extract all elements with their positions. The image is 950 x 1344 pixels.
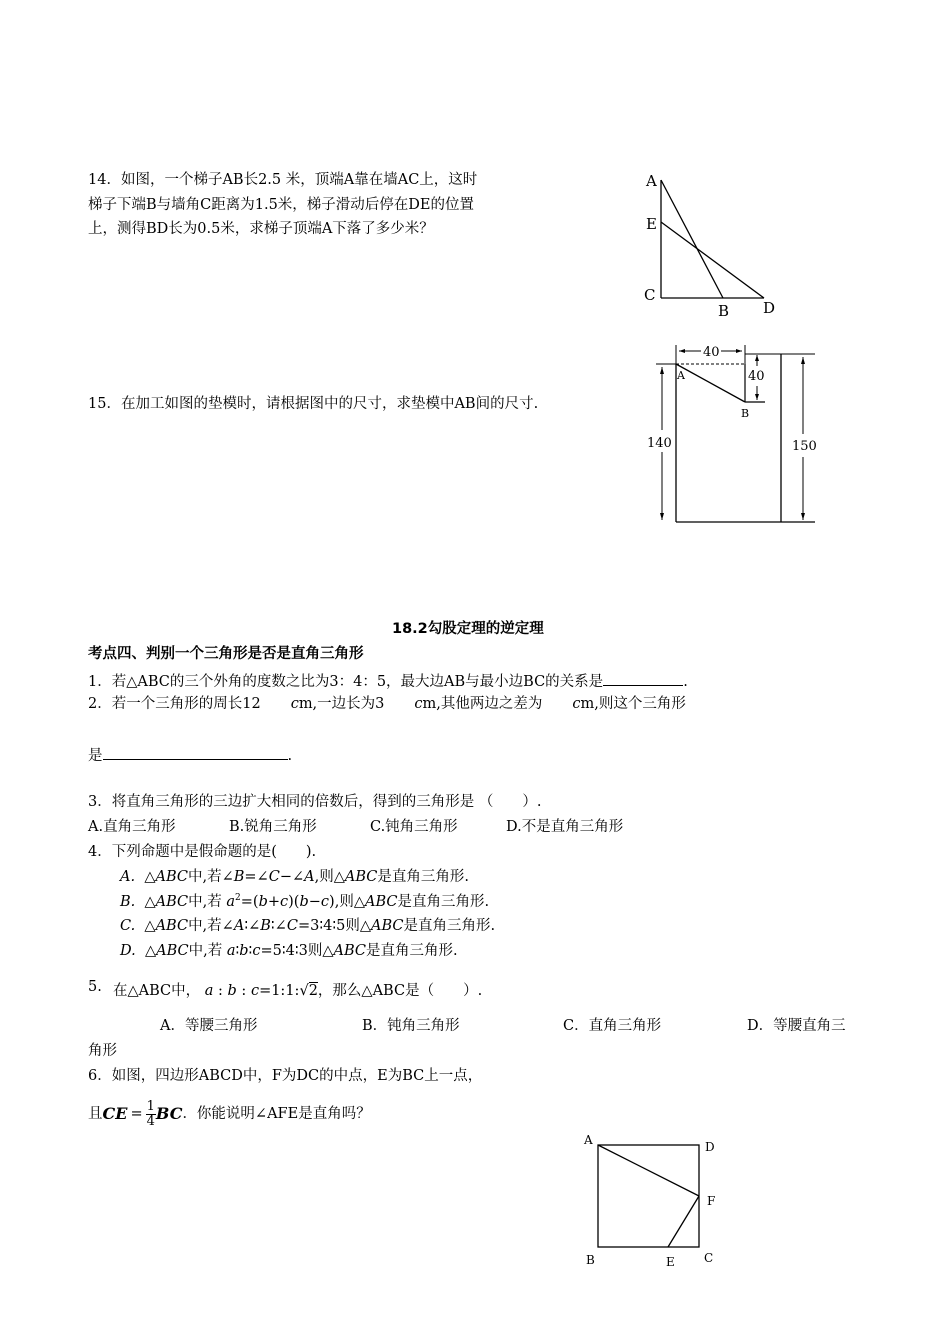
- t: A: [233, 918, 245, 934]
- p2-blank[interactable]: [103, 747, 288, 760]
- t: ABC: [156, 943, 189, 959]
- sqrt-val: 2: [308, 983, 318, 999]
- p6-line2: [88, 1100, 371, 1128]
- ratio-eq: =1:1:: [259, 983, 300, 999]
- t: B: [233, 869, 245, 885]
- p5-opt-b: B．钝角三角形: [362, 1018, 460, 1034]
- ratio-c: c: [250, 983, 260, 999]
- q15-text: 15．在加工如图的垫模时，请根据图中的尺寸，求垫模中AB间的尺寸.: [88, 396, 539, 412]
- p2-line2: [88, 747, 292, 764]
- p5-wrap: 角形: [88, 1043, 117, 1059]
- t: ,则△: [314, 869, 345, 885]
- t: b: [299, 893, 309, 910]
- t: c: [252, 943, 261, 959]
- t: △: [144, 869, 156, 885]
- p5-opt-c: C．直角三角形: [563, 1018, 662, 1034]
- p6-eq: =: [130, 1105, 143, 1122]
- t: ABC: [344, 869, 378, 885]
- label-E: E: [646, 215, 657, 233]
- t: =3∶4∶5则△: [297, 918, 371, 934]
- p3-text: 3．将直角三角形的三边扩大相同的倍数后，得到的三角形是 （ ）.: [88, 794, 542, 810]
- p5-b: ，那么△ABC是（ ）.: [317, 983, 483, 999]
- t: ABC: [333, 943, 366, 959]
- t: △: [144, 918, 156, 934]
- p4-opt-c: [120, 919, 495, 934]
- t: ∶∠: [244, 918, 261, 934]
- mold-figure: [645, 342, 825, 527]
- t: 中,若∠: [188, 918, 234, 934]
- t: b: [258, 893, 268, 910]
- t: C: [286, 918, 298, 934]
- p1-end: .: [683, 674, 688, 690]
- t: 2: [235, 893, 241, 903]
- p5-num: 5.: [88, 979, 102, 995]
- q14-line2: 梯子下端B与墙角C距离为1.5米，梯子滑动后停在DE的位置: [88, 197, 475, 213]
- sq-label-F: F: [707, 1194, 716, 1208]
- t: c: [280, 893, 289, 910]
- t: =∠: [244, 869, 269, 885]
- t: ∶: [248, 943, 253, 959]
- t: −∠: [279, 869, 305, 885]
- t: b: [239, 943, 249, 959]
- p3-opt-b: B.锐角三角形: [229, 819, 317, 835]
- p5-opt-d: D．等腰直角三: [747, 1018, 846, 1034]
- sq-label-E: E: [666, 1255, 675, 1269]
- t: ABC: [155, 893, 189, 910]
- lbl: A.: [120, 869, 136, 885]
- lbl: D.: [120, 943, 136, 959]
- section-title: 18.2勾股定理的逆定理: [392, 621, 544, 637]
- t: c: [320, 893, 330, 910]
- sq-label-B: B: [586, 1253, 595, 1267]
- t: 中,若: [188, 943, 227, 959]
- t: +: [267, 893, 281, 910]
- t: ABC: [364, 893, 398, 910]
- p6-post: ．你能说明∠AFE是直角吗？: [182, 1105, 371, 1122]
- label-C: C: [644, 286, 656, 304]
- p1: [88, 673, 688, 690]
- p6-frac: [146, 1100, 156, 1128]
- p3-opt-d: D.不是直角三角形: [506, 819, 624, 835]
- t: 是直角三角形.: [397, 893, 490, 910]
- p4-opt-d: [120, 944, 458, 959]
- p3-opt-a: A.直角三角形: [88, 819, 176, 835]
- p2-b: m,一边长为3: [298, 696, 385, 712]
- t: ∶∠: [270, 918, 287, 934]
- sqrt-icon: √: [299, 983, 309, 999]
- p2-a: 2．若一个三角形的周长12: [88, 696, 261, 712]
- p6-pre: 且: [88, 1105, 103, 1122]
- q14-line1: 14．如图，一个梯子AB长2.5 米，顶端A靠在墙AC上，这时: [88, 172, 478, 188]
- frac-num: 1: [146, 1099, 155, 1114]
- t: −: [308, 893, 321, 910]
- p1-text: 1．若△ABC的三个外角的度数之比为3：4：5，最大边AB与最小边BC的关系是: [88, 674, 604, 690]
- label-B: B: [718, 302, 730, 320]
- t: =(: [240, 893, 259, 910]
- t: 是直角三角形.: [365, 943, 458, 959]
- ratio-a: a: [204, 983, 214, 999]
- p2-u2: c: [414, 696, 423, 712]
- t: △: [144, 893, 156, 910]
- label-A-mold: A: [677, 369, 685, 382]
- p4-text: 4．下列命题中是假命题的是( ).: [88, 844, 317, 860]
- t: △: [144, 943, 157, 959]
- dim-right: 150: [792, 439, 817, 454]
- t: 中,若: [188, 893, 227, 910]
- t: ABC: [370, 918, 404, 934]
- label-A: A: [646, 172, 657, 190]
- dim-right-small: 40: [748, 369, 765, 384]
- t: 是直角三角形.: [403, 918, 496, 934]
- t: )(: [288, 893, 300, 910]
- p5-opt-a: A．等腰三角形: [160, 1018, 258, 1034]
- p2: [88, 697, 686, 712]
- ratio-b: b: [227, 983, 237, 999]
- p6-line1: 6．如图，四边形ABCD中，F为DC的中点，E为BC上一点，: [88, 1068, 483, 1084]
- p5-a: 在△ABC中，: [113, 983, 201, 999]
- dim-left: 140: [647, 436, 672, 451]
- t: a: [226, 893, 236, 910]
- p2-is: 是: [88, 748, 103, 764]
- t: ABC: [155, 869, 188, 885]
- frac-den: 4: [146, 1113, 155, 1129]
- p6-bc: BC: [155, 1104, 183, 1124]
- p2-u1: c: [290, 696, 299, 712]
- label-D: D: [763, 299, 776, 317]
- t: 中,若∠: [187, 869, 234, 885]
- p6-ce: CE: [102, 1104, 128, 1124]
- dim-top: 40: [703, 345, 720, 360]
- p4-opt-a: [120, 870, 469, 885]
- ladder-figure: [640, 170, 780, 320]
- sq-label-C: C: [704, 1251, 714, 1265]
- p2-end: .: [287, 748, 293, 764]
- p1-blank[interactable]: [603, 673, 683, 686]
- p3-opt-c: C.钝角三角形: [370, 819, 458, 835]
- label-B-mold: B: [741, 407, 750, 420]
- t: ∶: [235, 943, 240, 959]
- lbl: B.: [120, 893, 136, 910]
- t: ),则△: [329, 893, 365, 910]
- q14-line3: 上，测得BD长为0.5米，求梯子顶端A下落了多少米？: [88, 221, 434, 237]
- t: ABC: [155, 918, 189, 934]
- p2-c: m,其他两边之差为: [422, 696, 543, 712]
- t: B: [260, 918, 271, 934]
- p2-u3: c: [572, 696, 581, 712]
- t: a: [226, 943, 236, 959]
- p5-line: 在△ABC中， a : b : c=1:1:√2，那么△ABC是（ ）.: [113, 983, 483, 999]
- t: =5∶4∶3则△: [260, 943, 334, 959]
- section-heading: 考点四、判别一个三角形是否是直角三角形: [88, 646, 364, 662]
- square-figure: [580, 1130, 720, 1275]
- sq-label-D: D: [705, 1140, 715, 1154]
- t: 是直角三角形.: [377, 869, 469, 885]
- t: A: [304, 869, 315, 885]
- sq-label-A: A: [584, 1133, 593, 1147]
- lbl: C.: [120, 918, 136, 934]
- p2-d: m,则这个三角形: [580, 696, 686, 712]
- t: C: [268, 869, 280, 885]
- p4-opt-b: [120, 894, 489, 909]
